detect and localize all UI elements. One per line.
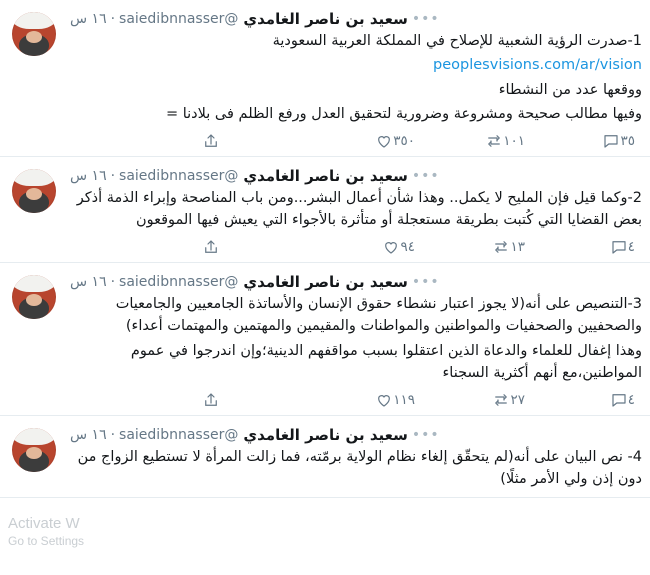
reply-count: ٣٥ — [620, 132, 635, 149]
share-action[interactable] — [202, 391, 312, 409]
retweet-icon — [492, 238, 510, 256]
author-display-name[interactable]: سعيد بن ناصر الغامدي — [243, 166, 408, 185]
reply-action[interactable] — [532, 132, 642, 150]
retweet-count: ٢٧ — [510, 391, 525, 408]
watermark-line-2: Go to Settings — [8, 534, 85, 548]
tweet-timestamp[interactable]: ١٦ س — [70, 273, 107, 290]
tweet-timestamp[interactable]: ١٦ س — [70, 167, 107, 184]
tweet-text-line: وفيها مطالب صحيحة ومشروعة وضرورية لتحقيق العدل ورفع الظلم فى بلادنا = — [165, 106, 642, 123]
more-options-icon[interactable]: ••• — [411, 167, 440, 184]
retweet-count: ١٣ — [510, 238, 525, 255]
avatar-headwear — [12, 169, 56, 186]
header-separator: · — [110, 11, 116, 27]
tweet-item[interactable] — [0, 157, 650, 263]
tweet-item[interactable] — [0, 0, 650, 157]
reply-count: ٤ — [627, 238, 635, 255]
tweet-actions — [202, 238, 642, 258]
like-count: ٣٥٠ — [393, 132, 415, 149]
avatar[interactable] — [12, 275, 56, 319]
like-action[interactable] — [312, 238, 422, 256]
avatar[interactable] — [12, 428, 56, 472]
avatar-face — [26, 294, 42, 306]
like-count: ١١٩ — [393, 391, 415, 408]
header-separator: · — [110, 273, 116, 290]
tweet-timestamp[interactable]: ١٦ س — [70, 11, 107, 27]
tweet-header — [66, 426, 642, 444]
tweet-actions — [202, 132, 642, 152]
avatar-face — [26, 188, 42, 200]
avatar-headwear — [12, 428, 56, 445]
tweet-text-line: 3-التنصيص على أنه(لا يجوز اعتبار نشطاء حقوق الإنسان والأساتذة الجامعيين والجامعيات والصحفيين والصحفيات والمواطنين والمواطنات والمقيمين والمهتمين والمهتمات أعداء) — [115, 295, 642, 335]
tweet-link[interactable]: peoplesvisions.com/ar/vision — [433, 57, 642, 74]
tweet-timestamp[interactable]: ١٦ س — [70, 426, 107, 443]
share-icon — [202, 391, 220, 409]
author-display-name[interactable]: سعيد بن ناصر الغامدي — [243, 425, 408, 444]
like-action[interactable] — [312, 132, 422, 150]
tweet-text-line: 4- نص البيان على أنه(لم يتحقّق إلغاء نظام الولاية برمّته، فما زالت المرأة لا تستطيع الزواج من دون إذن ولي الأمر مثلًا) — [77, 448, 642, 488]
author-display-name[interactable]: سعيد بن ناصر الغامدي — [243, 10, 408, 28]
like-action[interactable] — [312, 391, 422, 409]
retweet-action[interactable] — [422, 132, 532, 150]
retweet-action[interactable] — [422, 391, 532, 409]
tweet-text — [66, 293, 642, 385]
tweet-text — [66, 187, 642, 232]
tweet-actions — [202, 391, 642, 411]
avatar[interactable] — [12, 12, 56, 56]
tweet-text — [66, 446, 642, 491]
tweet-text — [66, 30, 642, 126]
avatar-face — [26, 447, 42, 459]
avatar-face — [26, 31, 42, 43]
more-options-icon[interactable]: ••• — [411, 426, 440, 443]
tweet-text-line: 1-صدرت الرؤية الشعبية للإصلاح في المملكة العربية السعودية — [272, 33, 642, 49]
reply-icon — [602, 132, 620, 150]
avatar[interactable] — [12, 169, 56, 213]
header-separator: · — [110, 426, 116, 443]
reply-icon — [610, 238, 628, 256]
author-handle[interactable]: @saiedibnnasser — [119, 273, 239, 290]
avatar-headwear — [12, 12, 56, 29]
header-separator: · — [110, 167, 116, 184]
reply-action[interactable] — [532, 391, 642, 409]
author-handle[interactable]: @saiedibnnasser — [119, 167, 239, 184]
reply-icon — [610, 391, 628, 409]
tweet-item[interactable] — [0, 416, 650, 498]
share-action[interactable] — [202, 238, 312, 256]
author-handle[interactable]: @saiedibnnasser — [119, 426, 239, 443]
tweet-text-line: 2-وكما قيل فإن المليح لا يكمل.. وهذا شأن أعمال البشر...ومن باب المناصحة وإبراء الذمة أذكر بعض القضايا التي كُتبت بطريقة مستعجلة أو متأثرة بالأجواء التي يعيش فيها الموقعون — [76, 189, 642, 229]
tweet-header — [66, 10, 642, 28]
retweet-icon — [485, 132, 503, 150]
tweet-text-line: ووقعها عدد من النشطاء — [498, 81, 642, 98]
heart-icon — [375, 391, 393, 409]
heart-icon — [375, 132, 393, 150]
tweet-header — [66, 273, 642, 291]
heart-icon — [382, 238, 400, 256]
reply-action[interactable] — [532, 238, 642, 256]
watermark-line-1: Activate W — [8, 515, 80, 533]
tweet-text-line: وهذا إغفال للعلماء والدعاة الذين اعتقلوا بسبب مواقفهم الدينية؛وإن اندرجوا في عموم المواطنين،مع أنهم أكثرية السجناء — [130, 342, 642, 382]
author-display-name[interactable]: سعيد بن ناصر الغامدي — [243, 272, 408, 291]
avatar-headwear — [12, 275, 56, 292]
share-icon — [202, 238, 220, 256]
retweet-action[interactable] — [422, 238, 532, 256]
activation-watermark — [8, 515, 84, 549]
tweet-item[interactable] — [0, 263, 650, 416]
like-count: ٩٤ — [400, 238, 415, 255]
more-options-icon[interactable]: ••• — [411, 273, 440, 290]
author-handle[interactable]: @saiedibnnasser — [119, 11, 239, 27]
retweet-count: ١٠١ — [503, 132, 525, 149]
more-options-icon[interactable]: ••• — [411, 11, 440, 27]
share-icon — [202, 132, 220, 150]
share-action[interactable] — [202, 132, 312, 150]
reply-count: ٤ — [627, 391, 635, 408]
retweet-icon — [492, 391, 510, 409]
tweet-header — [66, 167, 642, 185]
